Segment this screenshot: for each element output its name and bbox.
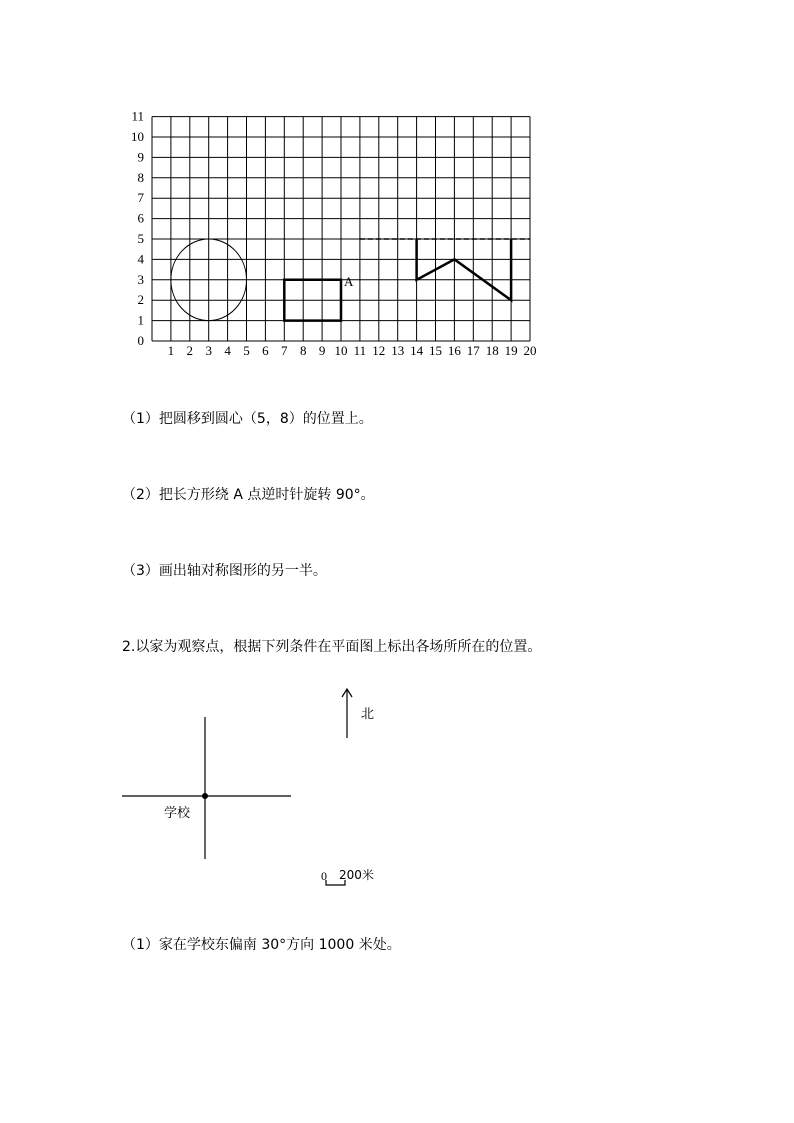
y-tick-label: 5 [137, 231, 144, 246]
x-tick-label: 6 [262, 343, 269, 358]
y-tick-label: 1 [137, 312, 144, 328]
problem-2-title: 2.以家为观察点，根据下列条件在平面图上标出各场所所在的位置。 [122, 639, 542, 655]
x-tick-label: 5 [243, 343, 250, 358]
y-tick-label: 8 [137, 169, 144, 185]
coordinate-grid [0, 0, 794, 380]
x-tick-label: 1 [167, 343, 175, 358]
x-tick-label: 16 [447, 343, 461, 358]
x-tick-label: 3 [205, 343, 212, 358]
x-tick-label: 8 [299, 343, 307, 358]
x-tick-label: 15 [429, 343, 442, 358]
school-label: 学校 [164, 806, 191, 821]
y-tick-label: 3 [137, 271, 144, 287]
x-tick-label: 13 [391, 343, 405, 358]
x-tick-label: 10 [334, 343, 348, 358]
x-tick-label: 4 [224, 343, 231, 358]
x-tick-label: 7 [281, 343, 288, 358]
school-point [202, 793, 208, 799]
question-1: （1）把圆移到圆心（5，8）的位置上。 [122, 411, 373, 427]
x-tick-label: 11 [353, 343, 367, 358]
x-tick-label: 9 [318, 343, 326, 358]
y-tick-label: 6 [137, 210, 144, 226]
y-tick-label: 10 [131, 129, 144, 144]
y-tick-label: 7 [137, 190, 144, 206]
north-label: 北 [361, 707, 375, 722]
question-3: （3）画出轴对称图形的另一半。 [122, 563, 327, 579]
x-tick-label: 19 [504, 343, 518, 358]
scale-zero-label: 0 [321, 869, 327, 883]
north-arrow-head-icon [342, 689, 352, 697]
x-tick-label: 20 [523, 343, 537, 358]
y-tick-label: 11 [131, 108, 144, 124]
x-tick-label: 14 [410, 343, 424, 358]
point-a-label: A [344, 273, 354, 289]
y-tick-label: 4 [137, 251, 144, 267]
x-tick-label: 18 [485, 343, 499, 358]
x-tick-label: 2 [186, 343, 194, 358]
half-figure-shape [417, 239, 512, 300]
x-tick-label: 12 [372, 343, 386, 358]
scale-distance-label: 200米 [339, 868, 374, 882]
x-tick-label: 17 [466, 343, 480, 358]
problem-2-sub-1: （1）家在学校东偏南 30°方向 1000 米处。 [122, 937, 401, 953]
y-tick-label: 9 [137, 149, 144, 165]
y-tick-label: 0 [137, 333, 144, 348]
y-tick-label: 2 [137, 292, 144, 308]
question-2: （2）把长方形绕 A 点逆时针旋转 90°。 [122, 487, 375, 503]
